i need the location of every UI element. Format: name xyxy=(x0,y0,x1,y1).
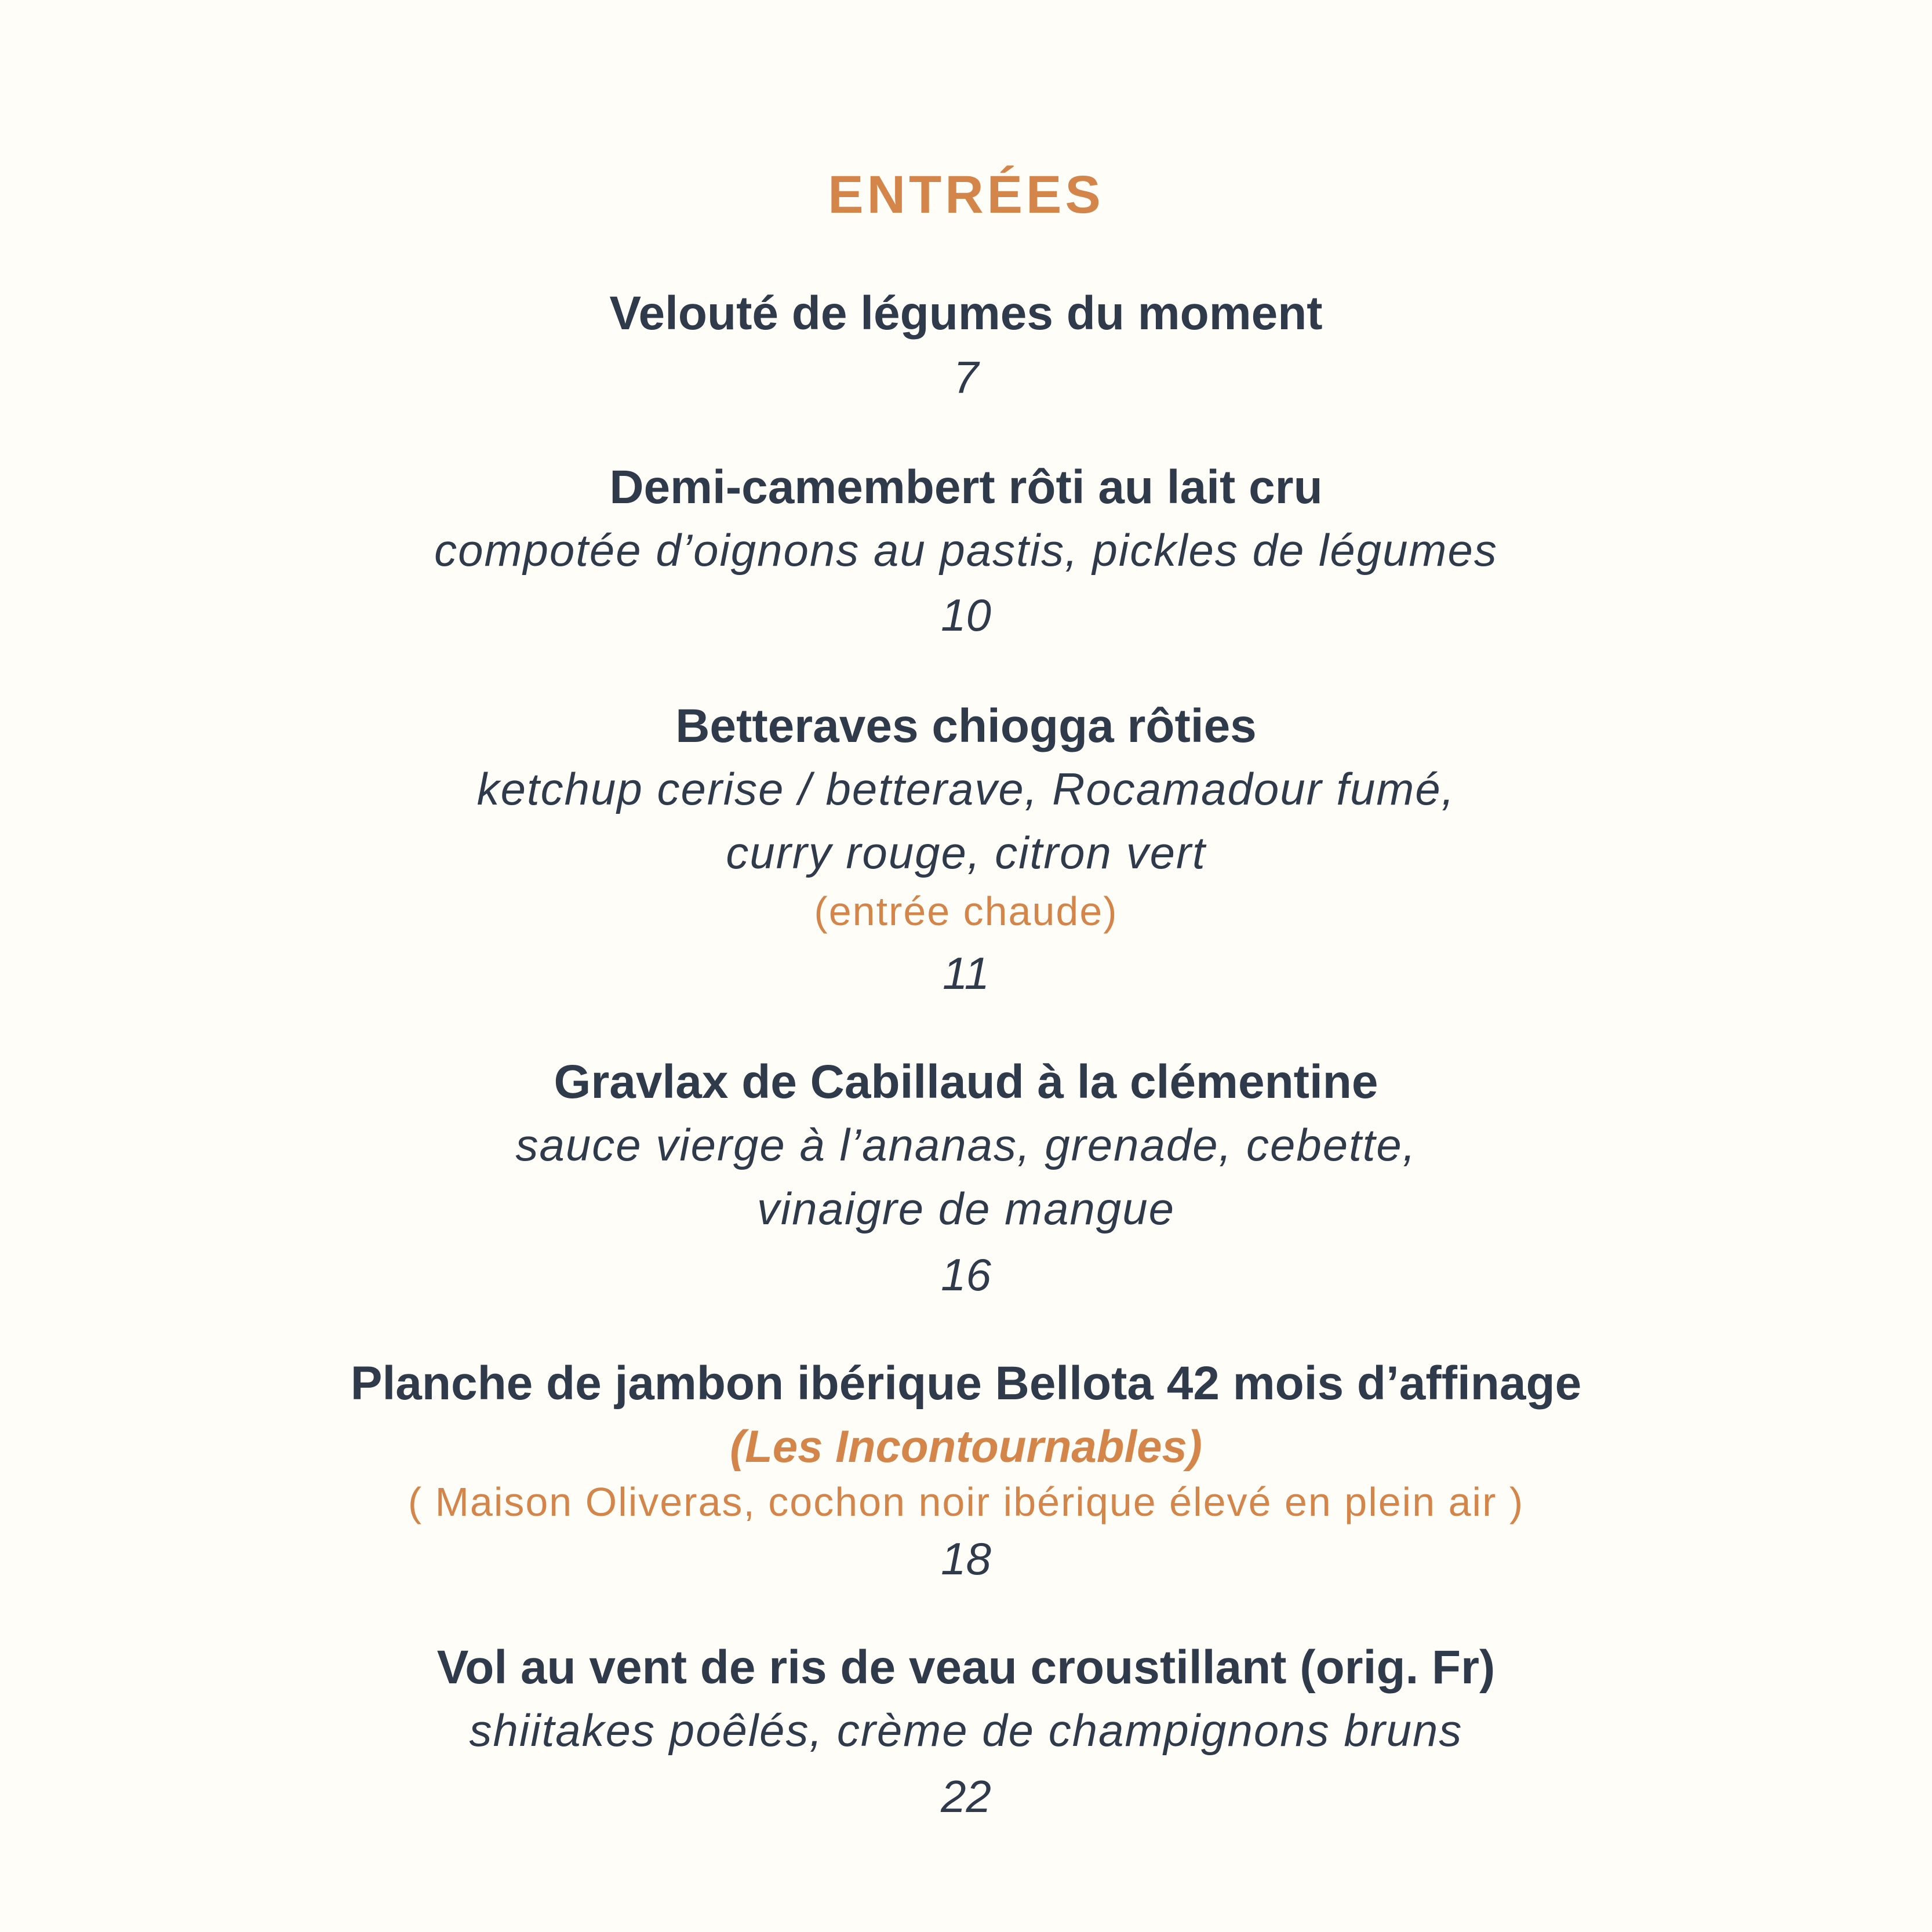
dish-price: 10 xyxy=(941,590,991,641)
dish-note: ( Maison Oliveras, cochon noir ibérique élevé en plein air ) xyxy=(407,1479,1525,1525)
dish-name: Vol au vent de ris de veau croustillant (orig. Fr) xyxy=(436,1641,1496,1694)
dish-price: 11 xyxy=(943,948,989,999)
dish-price: 7 xyxy=(953,352,979,403)
dish-description: ketchup cerise / betterave, Rocamadour fumé, xyxy=(476,763,1456,814)
dish-note: (entrée chaude) xyxy=(814,889,1118,934)
dish-description: sauce vierge à l’ananas, grenade, cebette, xyxy=(515,1119,1417,1170)
dish-name: Demi-camembert rôti au lait cru xyxy=(609,461,1323,514)
dish-description: vinaigre de mangue xyxy=(756,1183,1176,1234)
section-title: ENTRÉES xyxy=(828,165,1104,224)
dish-name: Planche de jambon ibérique Bellota 42 mois d’affinage xyxy=(350,1357,1582,1410)
dish-price: 16 xyxy=(941,1249,991,1300)
dish-description: shiitakes poêlés, crème de champignons bruns xyxy=(469,1705,1463,1756)
dish-description: curry rouge, citron vert xyxy=(726,827,1206,878)
dish-price: 22 xyxy=(941,1771,991,1822)
dish-name: Betteraves chiogga rôties xyxy=(675,700,1257,752)
dish-tag: (Les Incontournables) xyxy=(730,1421,1202,1472)
dish-name: Velouté de légumes du moment xyxy=(609,287,1323,340)
dish-name: Gravlax de Cabillaud à la clémentine xyxy=(554,1056,1378,1108)
dish-price: 18 xyxy=(941,1533,991,1584)
dish-description: compotée d’oignons au pastis, pickles de légumes xyxy=(434,525,1498,576)
